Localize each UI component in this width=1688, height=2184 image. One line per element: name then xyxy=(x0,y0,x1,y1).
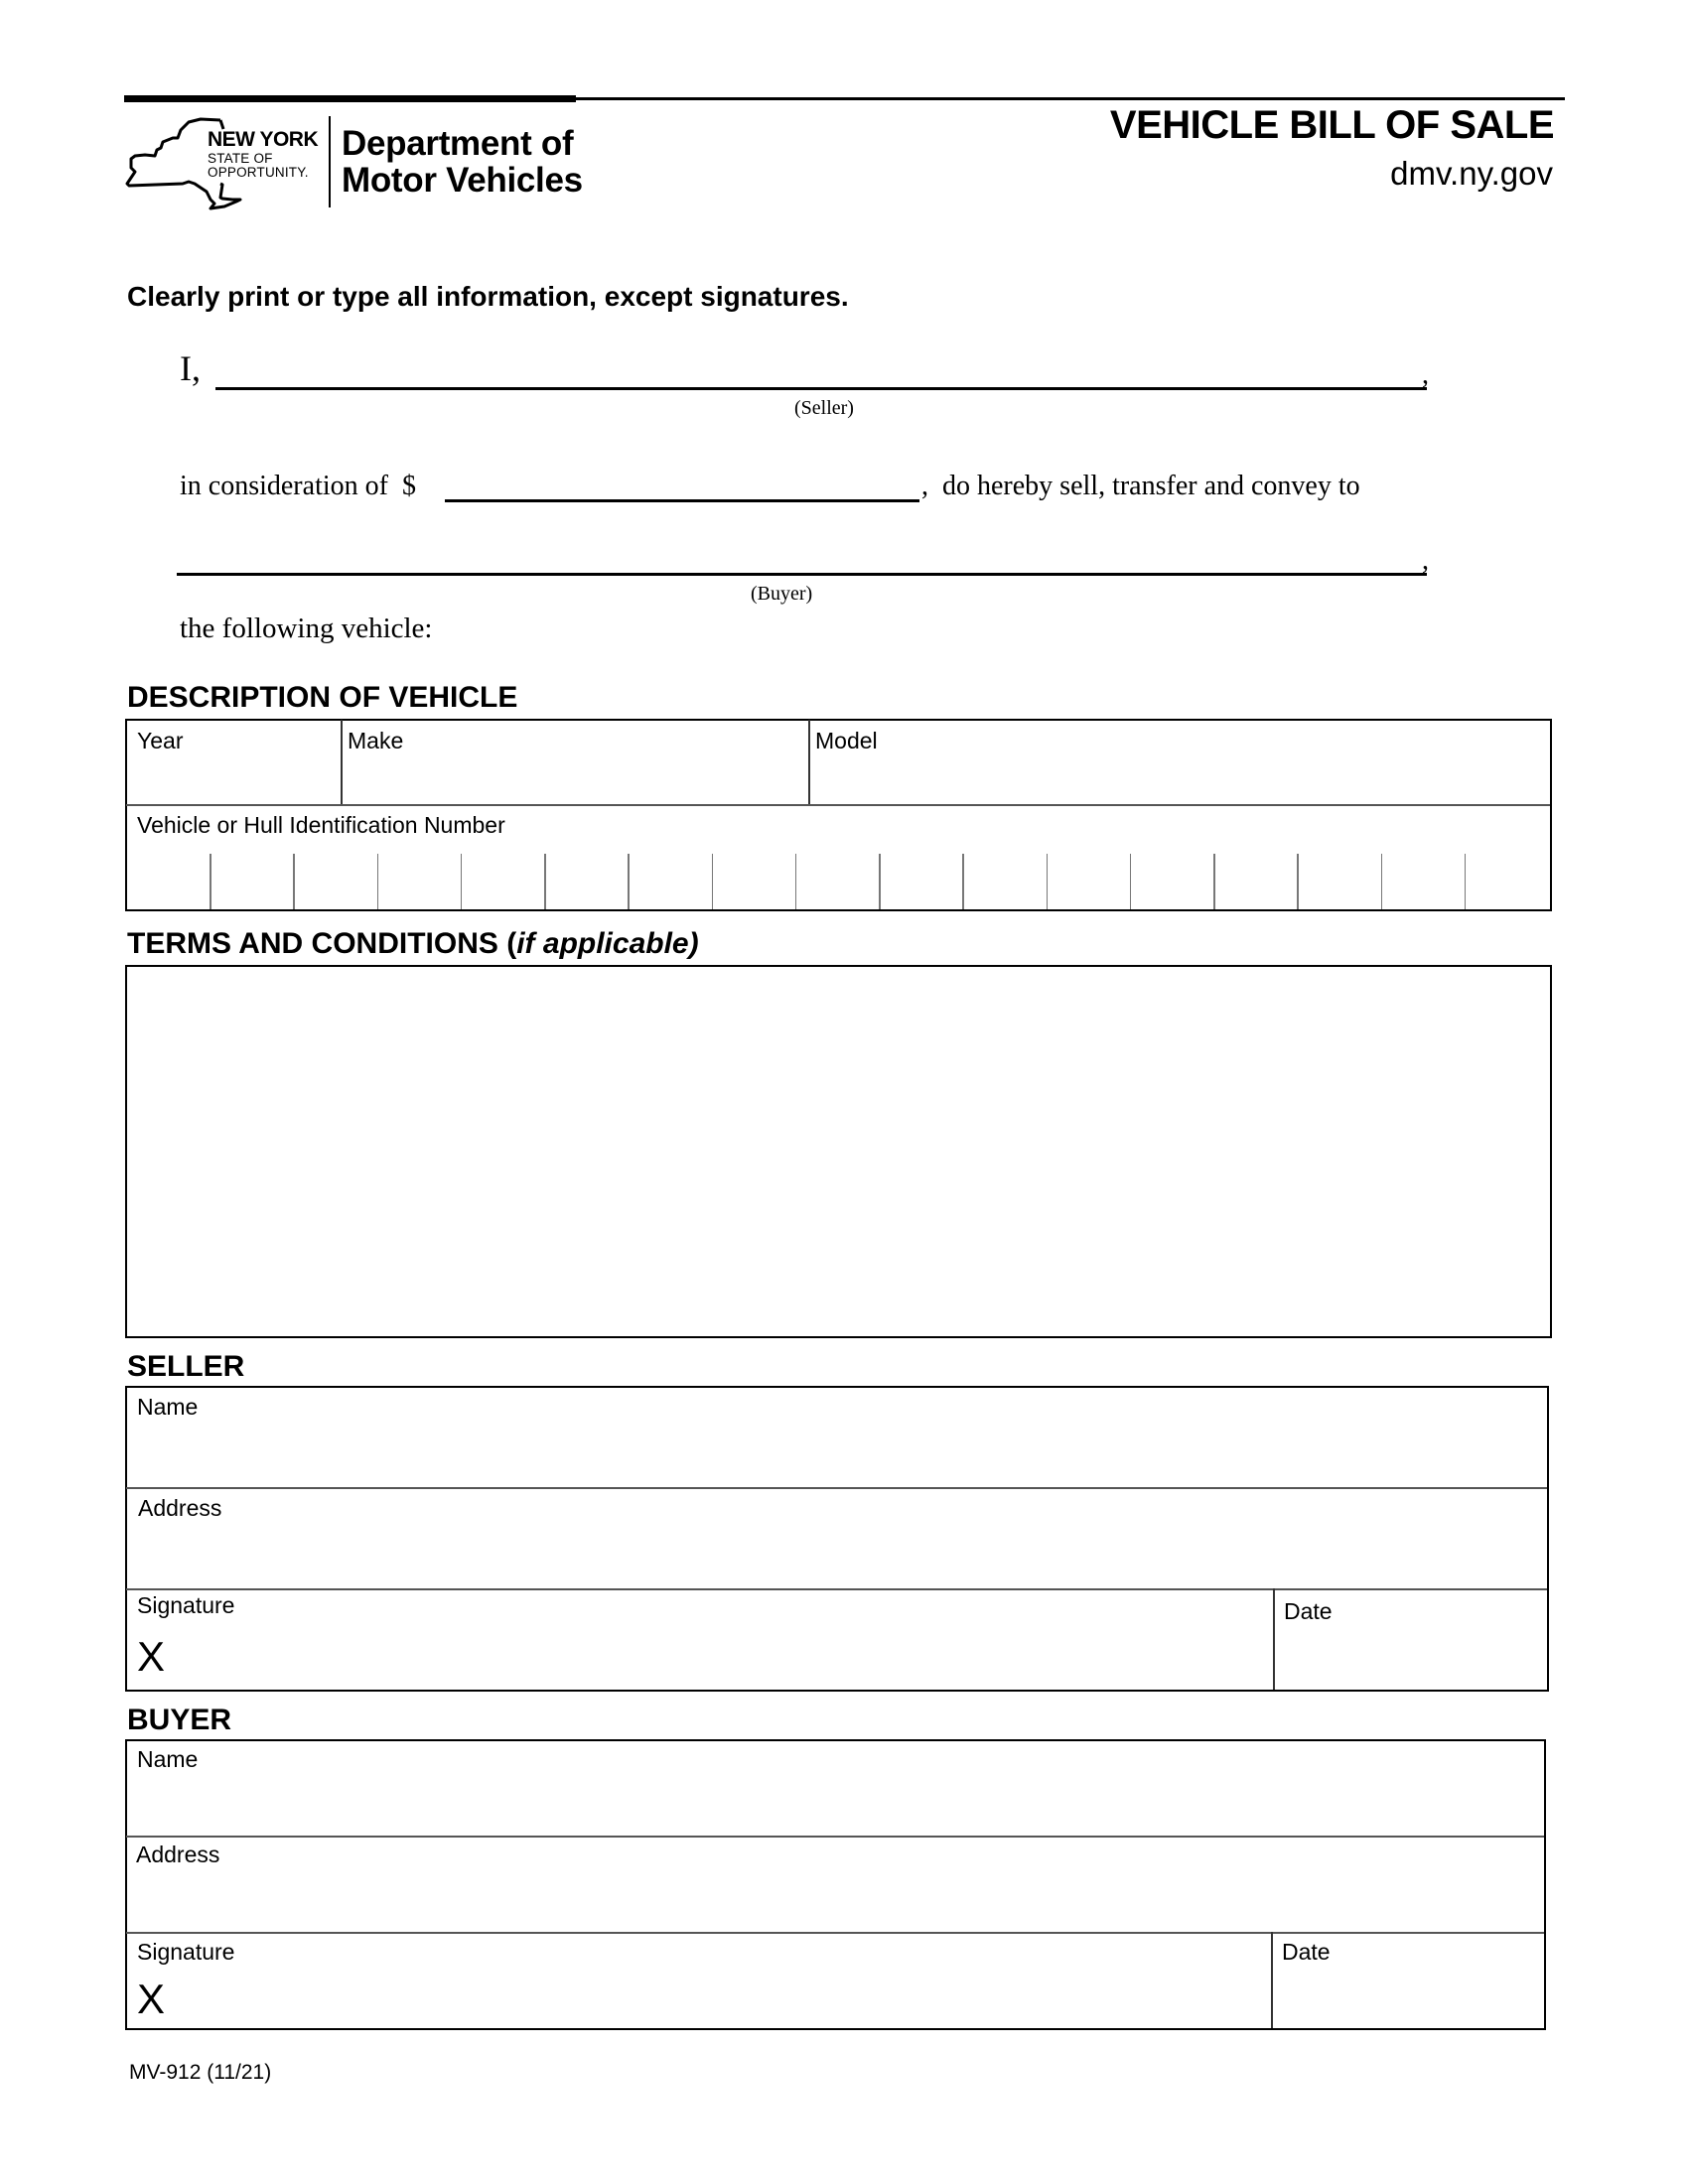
vin-boxes xyxy=(127,846,1549,909)
seller-suffix: , xyxy=(1422,359,1429,390)
vin-box-divider xyxy=(461,854,463,909)
buyer-name-address-divider xyxy=(126,1836,1544,1838)
vin-box-divider xyxy=(293,854,295,909)
terms-textarea[interactable] xyxy=(133,973,1545,1332)
description-heading: DESCRIPTION OF VEHICLE xyxy=(127,681,518,714)
buyer-signature-field[interactable] xyxy=(179,1972,1263,2025)
buyer-signature-x-mark: X xyxy=(137,1976,166,2022)
terms-heading-italic: if applicable) xyxy=(516,927,699,960)
buyer-caption: (Buyer) xyxy=(751,583,813,605)
buyer-date-input[interactable] xyxy=(1281,1974,1543,2023)
seller-address-input[interactable] xyxy=(135,1531,1539,1582)
seller-name-input[interactable] xyxy=(135,1430,1539,1481)
seller-date-input[interactable] xyxy=(1283,1634,1545,1684)
vin-character-box[interactable] xyxy=(800,854,880,905)
form-id: MV-912 (11/21) xyxy=(129,2061,272,2084)
terms-heading-main: TERMS AND CONDITIONS ( xyxy=(127,927,517,960)
seller-caption: (Seller) xyxy=(794,397,854,419)
vin-box-divider xyxy=(962,854,964,909)
vin-character-box[interactable] xyxy=(298,854,377,905)
website-url: dmv.ny.gov xyxy=(1390,155,1553,192)
buyer-heading: BUYER xyxy=(127,1704,232,1736)
vin-character-box[interactable] xyxy=(1470,854,1549,905)
consideration-suffix: , do hereby sell, transfer and convey to xyxy=(921,471,1360,501)
year-field[interactable] xyxy=(127,721,341,804)
logo-divider xyxy=(329,116,331,207)
ny-tagline-1: STATE OF xyxy=(208,151,273,166)
seller-signature-field[interactable] xyxy=(179,1628,1266,1686)
vin-box-divider xyxy=(628,854,630,909)
header-rule-thin xyxy=(576,97,1565,100)
vin-character-box[interactable] xyxy=(466,854,545,905)
terms-box xyxy=(125,965,1552,1338)
vin-character-box[interactable] xyxy=(633,854,712,905)
statement-closing: the following vehicle: xyxy=(180,613,433,644)
buyer-signature-label: Signature xyxy=(137,1939,235,1965)
vin-character-box[interactable] xyxy=(1052,854,1131,905)
seller-name-line-input[interactable] xyxy=(215,353,1421,389)
vin-box-divider xyxy=(210,854,211,909)
vin-box-divider xyxy=(795,854,797,909)
vin-character-box[interactable] xyxy=(131,854,211,905)
make-input[interactable] xyxy=(348,760,803,798)
seller-signature-x-mark: X xyxy=(137,1633,166,1680)
vin-character-box[interactable] xyxy=(884,854,963,905)
instructions: Clearly print or type all information, except signatures. xyxy=(127,281,849,312)
vin-box-divider xyxy=(712,854,714,909)
buyer-signature-date-divider xyxy=(1271,1932,1273,2028)
agency-name-line2: Motor Vehicles xyxy=(342,161,583,200)
seller-fill-line xyxy=(215,387,1427,390)
seller-name-label: Name xyxy=(137,1394,199,1420)
year-input[interactable] xyxy=(135,760,336,798)
buyer-suffix: , xyxy=(1422,545,1429,576)
vin-character-box[interactable] xyxy=(382,854,462,905)
nys-wordmark xyxy=(208,129,318,179)
ny-tagline-2: OPPORTUNITY. xyxy=(208,164,309,180)
buyer-address-signature-divider xyxy=(126,1932,1544,1934)
terms-heading xyxy=(127,927,699,961)
vin-box-divider xyxy=(1130,854,1132,909)
vin-box-divider xyxy=(1213,854,1215,909)
agency-name xyxy=(342,125,583,199)
model-field[interactable] xyxy=(810,721,1549,804)
seller-signature-label: Signature xyxy=(137,1592,235,1618)
vin-character-box[interactable] xyxy=(967,854,1047,905)
buyer-name-label: Name xyxy=(137,1746,199,1772)
consideration-amount-input[interactable] xyxy=(445,467,925,502)
vin-character-box[interactable] xyxy=(1135,854,1214,905)
vin-box-divider xyxy=(1297,854,1299,909)
vin-character-box[interactable] xyxy=(717,854,796,905)
vin-character-box[interactable] xyxy=(214,854,294,905)
seller-name-address-divider xyxy=(126,1487,1547,1489)
vin-box-divider xyxy=(1047,854,1049,909)
model-label: Model xyxy=(815,728,878,753)
consideration-fill-line xyxy=(445,499,919,502)
row-divider xyxy=(126,804,1550,806)
year-label: Year xyxy=(137,728,184,753)
buyer-name-input[interactable] xyxy=(135,1779,1539,1831)
vin-character-box[interactable] xyxy=(1218,854,1298,905)
seller-signature-date-divider xyxy=(1273,1588,1275,1690)
agency-name-line1: Department of xyxy=(342,124,574,163)
vin-box-divider xyxy=(1381,854,1383,909)
ny-state-name: NEW YORK xyxy=(208,128,319,151)
vin-box-divider xyxy=(377,854,379,909)
buyer-address-input[interactable] xyxy=(135,1876,1539,1928)
seller-heading: SELLER xyxy=(127,1350,245,1383)
make-field[interactable] xyxy=(343,721,808,804)
model-input[interactable] xyxy=(815,760,1544,798)
vin-box-divider xyxy=(1465,854,1467,909)
seller-prefix: I, xyxy=(180,348,201,388)
buyer-date-label: Date xyxy=(1282,1939,1331,1965)
page-title: VEHICLE BILL OF SALE xyxy=(1109,103,1554,147)
buyer-name-line-input[interactable] xyxy=(177,540,1422,576)
vin-character-box[interactable] xyxy=(1302,854,1381,905)
seller-address-signature-divider xyxy=(126,1588,1547,1590)
buyer-address-label: Address xyxy=(136,1842,220,1867)
vin-box-divider xyxy=(544,854,546,909)
header-rule-thick xyxy=(124,95,576,102)
buyer-fill-line xyxy=(177,573,1427,576)
make-label: Make xyxy=(348,728,404,753)
seller-address-label: Address xyxy=(138,1495,222,1521)
vin-box-divider xyxy=(879,854,881,909)
consideration-prefix: in consideration of $ xyxy=(180,471,416,501)
vin-label: Vehicle or Hull Identification Number xyxy=(137,812,505,838)
vin-character-box[interactable] xyxy=(549,854,629,905)
seller-date-label: Date xyxy=(1284,1598,1333,1624)
vin-character-box[interactable] xyxy=(1386,854,1466,905)
